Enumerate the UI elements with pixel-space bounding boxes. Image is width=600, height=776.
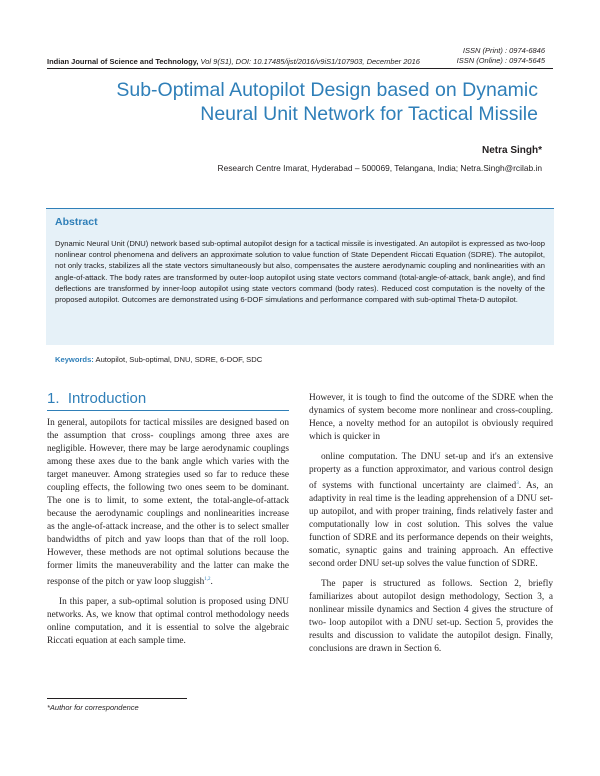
left-column xyxy=(47,417,289,648)
journal-name: Indian Journal of Science and Technology, xyxy=(47,57,199,66)
title-line-1: Sub-Optimal Autopilot Design based on Dynamic xyxy=(116,79,538,101)
keywords-label: Keywords: xyxy=(55,355,94,364)
title-line-2: Neural Unit Network for Tactical Missile xyxy=(200,103,538,125)
journal-details: Vol 9(S1), DOI: 10.17485/ijst/2016/v9iS1/107903, December 2016 xyxy=(198,57,420,66)
header-divider xyxy=(47,68,553,69)
right-column xyxy=(309,392,553,656)
paragraph: online computation. The DNU set-up and it's an extensive property as a function approximator, and various control design of systems with functional uncertainty are claimed$^3$. As, an adaptivity in real time is the leading apprehension of a DNU set-up autopilot, and with proper training, finds relatively faster and computationally low in cost solution. This solves the value function of SDRE and its performance depends on their weights, somatic, synaptic gains and training approach. An effective second order DNU set-up solves the value function of SDRE. xyxy=(309,452,553,570)
footnote: *Author for correspondence xyxy=(47,703,139,712)
citation-ref[interactable]: 1,2 xyxy=(204,577,211,582)
abstract-text: Dynamic Neural Unit (DNU) network based sub-optimal autopilot design for a tactical missile is investigated. An autopilot is expressed as two-loop nonlinear control phenomena and delivers an approximate solution to value function of State Dependent Riccati Equation (SDRE). The autopilot, not only tracks, stabilizes all the state vectors simultaneously but also, compensates the austere aerodynamic coupling and nonlinearities with an angle-of-attack. The body rates are transformed by outer-loop autopilot using state vectors command (total-angle-of-attack, bank angle), and find deflections are transformed by inner-loop autopilot using state vectors command (body rates). Reduced cost computation is the novelty of the proposed autopilot. Outcomes are demonstrated using 6-DOF simulations and performance compared with sub-optimal Theta-D autopilot. xyxy=(55,239,545,305)
section-divider xyxy=(47,410,289,411)
journal-citation xyxy=(47,57,420,66)
paper-title xyxy=(60,78,538,126)
section-heading xyxy=(47,390,146,407)
paragraph: In this paper, a sub-optimal solution is proposed using DNU networks. As, we know that optimal control methodology needs online computation, and it is essential to solve the algebraic Riccati equation at each sample time. xyxy=(47,597,289,647)
section-title: Introduction xyxy=(67,390,147,407)
footnote-divider xyxy=(47,698,187,699)
citation-ref[interactable]: 3 xyxy=(516,481,519,486)
section-number: 1. xyxy=(47,390,60,407)
keywords-text: Autopilot, Sub-optimal, DNU, SDRE, 6-DOF, SDC xyxy=(93,355,263,364)
author-affiliation: Research Centre Imarat, Hyderabad – 500069, Telangana, India; Netra.Singh@rcilab.in xyxy=(217,163,542,173)
issn-block xyxy=(457,46,545,66)
abstract-heading: Abstract xyxy=(55,216,98,228)
paragraph: However, it is tough to find the outcome of the SDRE when the dynamics of system become more nonlinear and cross-coupling. Hence, a novelty method for an autopilot is obviously required which is quicker in xyxy=(309,393,553,442)
paragraph: The paper is structured as follows. Section 2, briefly familiarizes about autopilot design methodology, Section 3, a nonlinear missile dynamics and Section 4 gives the structure of two- loop autopilot with a DNU set-up. Section 5, provides the results and discussion to validate the autopilot design. Finally, conclusions are drawn in Section 6. xyxy=(309,579,553,655)
paragraph: In general, autopilots for tactical missiles are designed based on the assumption that cross- couplings among three axes are negligible. However, there may be large aerodynamic couplings among these axes due to the bank angle which varies with the target maneuver. Among strategies used so far to reduce these coupling effects, the following two ones seem to be dominant. The one is to limit, to some extent, the total-angle-of-attack because the aerodynamic couplings and nonlinearities increase as the angle-of-attack increase, and the other is to select smaller bandwidths of pitch and yaw loops than that of the roll loop. However, these methods are not optimal solutions because the former limits the maneuverability and the latter can make the response of the pitch or yaw loop sluggish$^{1,2}$. xyxy=(47,418,289,588)
issn-online: ISSN (Online) : 0974-5645 xyxy=(456,56,545,65)
keywords xyxy=(55,355,545,364)
issn-print: ISSN (Print) : 0974-6846 xyxy=(462,46,545,55)
author-name: Netra Singh* xyxy=(481,145,542,156)
